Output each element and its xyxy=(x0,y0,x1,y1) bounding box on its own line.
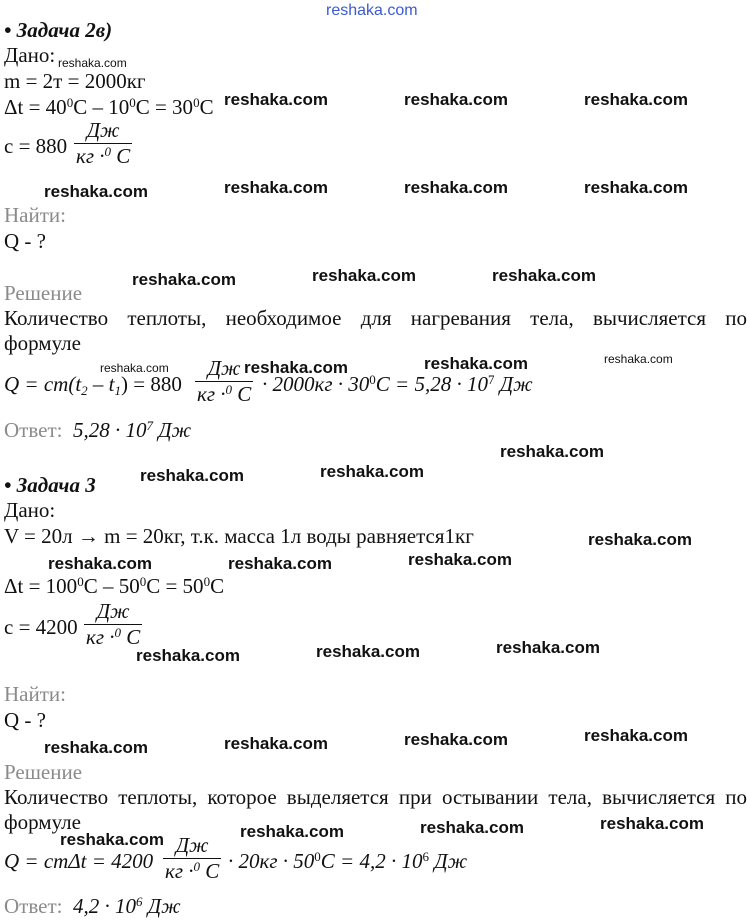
watermark: reshaka.com xyxy=(244,358,348,377)
watermark-small: reshaka.com xyxy=(604,352,673,366)
task-3-find-label: Найти: xyxy=(4,682,66,706)
watermark: reshaka.com xyxy=(48,554,152,573)
watermark: reshaka.com xyxy=(316,642,420,661)
unit-numerator: Дж xyxy=(96,599,130,623)
watermark: reshaka.com xyxy=(320,462,424,481)
watermark: reshaka.com xyxy=(500,442,604,461)
task-2v-mass: m = 2т = 2000кг xyxy=(4,69,146,93)
watermark-small: reshaka.com xyxy=(100,361,169,375)
watermark: reshaka.com xyxy=(224,90,328,109)
watermark: reshaka.com xyxy=(584,726,688,745)
deg-sup: 0 xyxy=(66,95,74,110)
task-2v-c-prefix: c = 880 xyxy=(4,134,68,158)
task-2v-formula-left: $Q = cm(t_2 - t_1) = 880$ xyxy=(4,372,182,398)
task-3-given-label: Дано: xyxy=(4,498,56,522)
task-2v-given-label: Дано: xyxy=(4,43,56,67)
watermark-small: reshaka.com xyxy=(58,56,127,70)
task-2v-find-label: Найти: xyxy=(4,203,66,227)
watermark: reshaka.com xyxy=(240,822,344,841)
watermark: reshaka.com xyxy=(404,178,508,197)
dt-prefix: Δt = 40 xyxy=(4,95,67,119)
watermark: reshaka.com xyxy=(588,530,692,549)
task-2v-c-unit-fraction xyxy=(74,120,132,167)
watermark: reshaka.com xyxy=(404,90,508,109)
unit-numerator: Дж xyxy=(86,118,120,142)
task-3-solution-label: Решение xyxy=(4,760,83,784)
dt-mid2: C = 30 xyxy=(135,95,194,119)
watermark: reshaka.com xyxy=(496,638,600,657)
task-2v-solution-text-1: Количество теплоты, необходимое для нагревания тела, вычисляется по xyxy=(4,306,747,330)
watermark: reshaka.com xyxy=(140,466,244,485)
watermark: reshaka.com xyxy=(404,730,508,749)
watermark: reshaka.com xyxy=(312,266,416,285)
task-2v-formula-right: · $2000кг \cdot 30^0C = 5,28 \cdot 10^7$ Дж xyxy=(262,372,533,396)
task-3-solution-text-1: Количество теплоты, которое выделяется при остывании тела, вычисляется по xyxy=(4,785,747,809)
watermark: reshaka.com xyxy=(492,266,596,285)
task-3-answer xyxy=(4,896,181,917)
task-2v-solution-label: Решение xyxy=(4,281,83,305)
answer-label: Ответ: xyxy=(4,418,63,442)
task-3-formula-left: Q = cmΔt = 4200 xyxy=(4,849,154,873)
task-2v-solution-text-2: формуле xyxy=(4,331,81,355)
dt-end: C xyxy=(199,95,214,119)
task-2v-find-value: Q - ? xyxy=(4,229,46,253)
answer-label: Ответ: xyxy=(4,894,63,918)
watermark: reshaka.com xyxy=(60,830,164,849)
answer-value: $5,28 \cdot 10^7$ Дж xyxy=(72,418,192,442)
task-2v-delta-t xyxy=(4,97,214,118)
unit-numerator: Дж xyxy=(175,833,209,857)
watermark: reshaka.com xyxy=(424,354,528,373)
watermark: reshaka.com xyxy=(584,178,688,197)
task-3-c-prefix: c = 4200 xyxy=(4,615,78,639)
watermark: reshaka.com xyxy=(408,550,512,569)
unit-denominator: кг ·$^0$ C xyxy=(165,859,220,883)
unit-denominator: кг ·$^0$ C xyxy=(86,625,141,649)
deg-sup: 0 xyxy=(129,95,136,110)
task-2v-title: • Задача 2в) xyxy=(4,18,113,42)
task-3-c-unit-fraction xyxy=(84,601,142,648)
task-3-solution-text-2: формуле xyxy=(4,810,81,834)
task-3-delta-t: $\Delta t = 100^0C - 50^0C = 50^0C$ xyxy=(4,574,225,598)
watermark: reshaka.com xyxy=(224,734,328,753)
watermark: reshaka.com xyxy=(228,554,332,573)
task-3-formula-fraction xyxy=(163,835,221,882)
watermark: reshaka.com xyxy=(132,270,236,289)
watermark: reshaka.com xyxy=(584,90,688,109)
task-3-volume: V = 20л → m = 20кг, т.к. масса 1л воды равняется1кг xyxy=(4,524,474,548)
answer-value: $4,2 \cdot 10^6$ Дж xyxy=(72,894,181,918)
watermark: reshaka.com xyxy=(44,738,148,757)
unit-denominator: кг ·$^0$ C xyxy=(76,144,131,168)
watermark: reshaka.com xyxy=(136,646,240,665)
task-3-title: • Задача 3 xyxy=(4,473,96,497)
dt-mid1: C – 10 xyxy=(73,95,130,119)
watermark-top: reshaka.com xyxy=(326,2,418,19)
task-2v-answer xyxy=(4,420,191,441)
watermark: reshaka.com xyxy=(224,178,328,197)
watermark: reshaka.com xyxy=(420,818,524,837)
unit-numerator: Дж xyxy=(207,356,241,380)
task-3-formula-right: · $20кг \cdot 50^0C = 4,2 \cdot 10^6$ Дж xyxy=(228,849,468,873)
deg-sup: 0 xyxy=(193,95,200,110)
unit-denominator: кг ·$^0$ C xyxy=(197,382,252,406)
watermark: reshaka.com xyxy=(600,814,704,833)
watermark: reshaka.com xyxy=(44,182,148,201)
task-3-find-value: Q - ? xyxy=(4,708,46,732)
